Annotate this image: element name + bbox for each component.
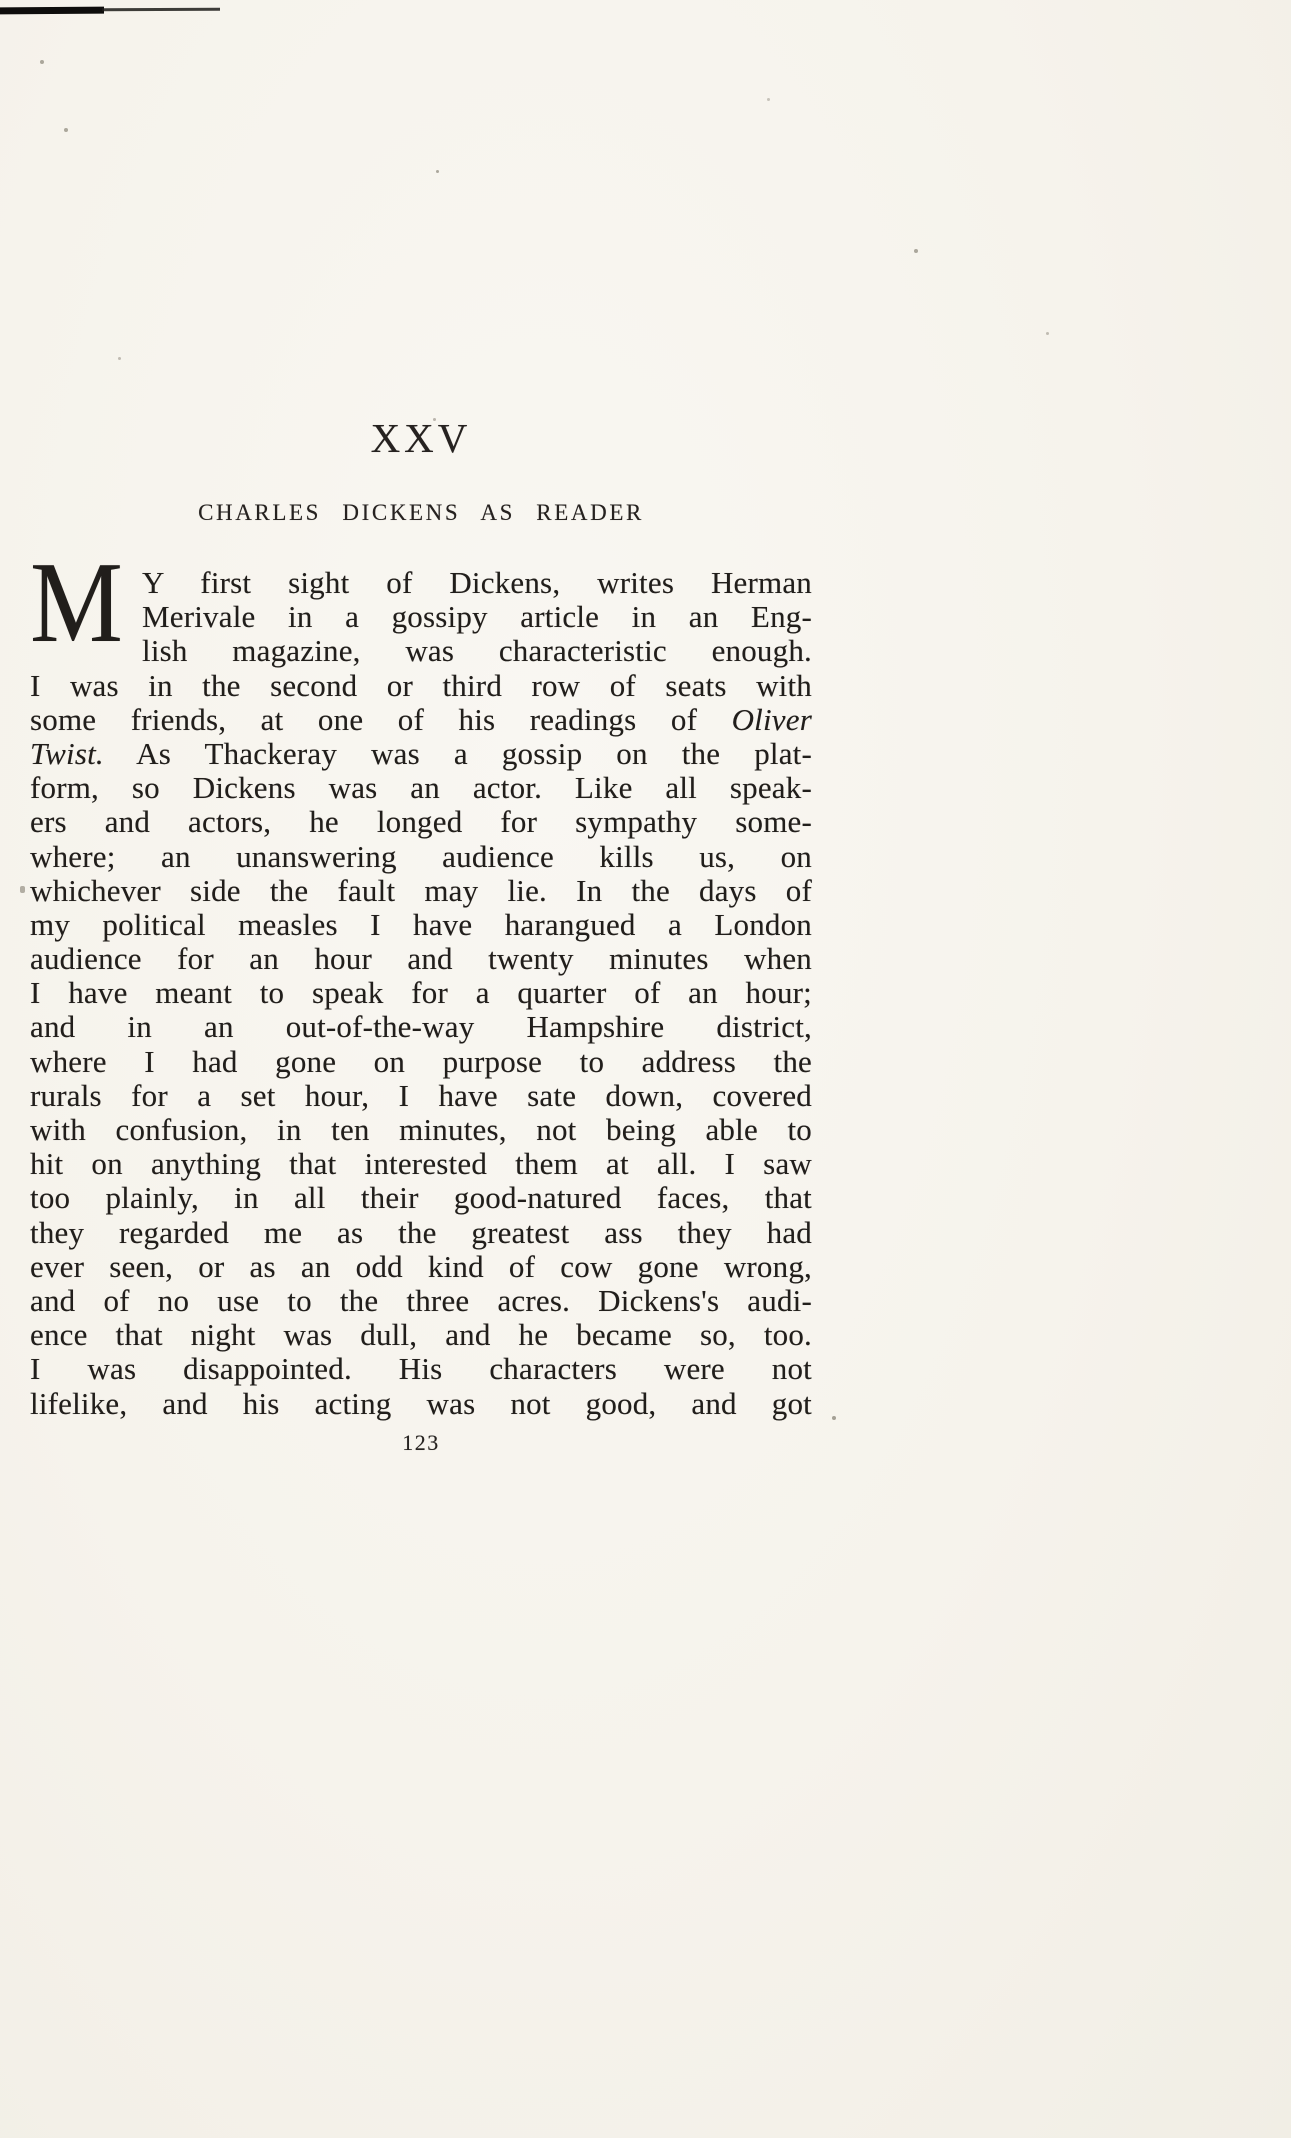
- text-line: my political measles I have harangued a London: [30, 906, 812, 942]
- text-line: I have meant to speak for a quarter of an hour;: [30, 975, 812, 1011]
- text-line: too plainly, in all their good-natured faces, that: [30, 1180, 812, 1216]
- text-line: lifelike, and his acting was not good, and got: [30, 1385, 812, 1421]
- drop-cap: M: [30, 539, 124, 667]
- chapter-title: CHARLES DICKENS AS READER: [198, 500, 644, 525]
- text-line: hit on anything that interested them at all. I saw: [30, 1146, 812, 1182]
- text-line: form, so Dickens was an actor. Like all speak-: [30, 770, 812, 806]
- text-line: I was in the second or third row of seats with: [30, 667, 812, 703]
- text-line: with confusion, in ten minutes, not being able to: [30, 1112, 812, 1147]
- scan-speck: [767, 98, 770, 101]
- scan-edge-artifact-thin: [102, 8, 220, 12]
- book-title-italic: Oliver: [731, 701, 812, 737]
- scan-speck: [64, 128, 68, 132]
- scan-speck: [40, 60, 44, 64]
- book-title-italic: Twist.: [30, 735, 104, 771]
- text-line: Merivale in a gossipy article in an Eng-: [142, 599, 812, 635]
- text-line: whichever side the fault may lie. In the days of: [30, 872, 812, 908]
- text-line: where; an unanswering audience kills us, on: [30, 838, 812, 874]
- scan-speck: [118, 357, 121, 360]
- page-number: 123: [402, 1430, 440, 1455]
- text-line: lish magazine, was characteristic enough.: [142, 633, 812, 669]
- text-line: ever seen, or as an odd kind of cow gone wrong,: [30, 1248, 812, 1284]
- chapter-number: XXV: [370, 415, 472, 461]
- text-line: Y first sight of Dickens, writes Herman: [142, 565, 812, 600]
- text-line: ers and actors, he longed for sympathy some-: [30, 804, 812, 840]
- scan-speck: [20, 886, 25, 893]
- text-line: they regarded me as the greatest ass they had: [30, 1214, 812, 1250]
- text-line: rurals for a set hour, I have sate down, covered: [30, 1077, 812, 1113]
- scan-speck: [1046, 332, 1049, 335]
- scan-speck: [832, 1416, 836, 1420]
- text-line: and of no use to the three acres. Dickens's audi-: [30, 1282, 812, 1318]
- scan-edge-artifact: [0, 7, 104, 15]
- scan-speck: [914, 249, 918, 253]
- text-line: and in an out-of-the-way Hampshire district,: [30, 1009, 812, 1045]
- text-line: I was disappointed. His characters were not: [30, 1351, 812, 1387]
- text-line: ence that night was dull, and he became so, too.: [30, 1317, 812, 1353]
- text-line: where I had gone on purpose to address the: [30, 1043, 812, 1079]
- scan-speck: [436, 170, 439, 173]
- text-line: Twist. As Thackeray was a gossip on the plat-: [30, 735, 812, 771]
- text-line: audience for an hour and twenty minutes when: [30, 941, 812, 977]
- body-paragraph: [30, 539, 812, 1421]
- text-line: some friends, at one of his readings of Oliver: [30, 701, 812, 737]
